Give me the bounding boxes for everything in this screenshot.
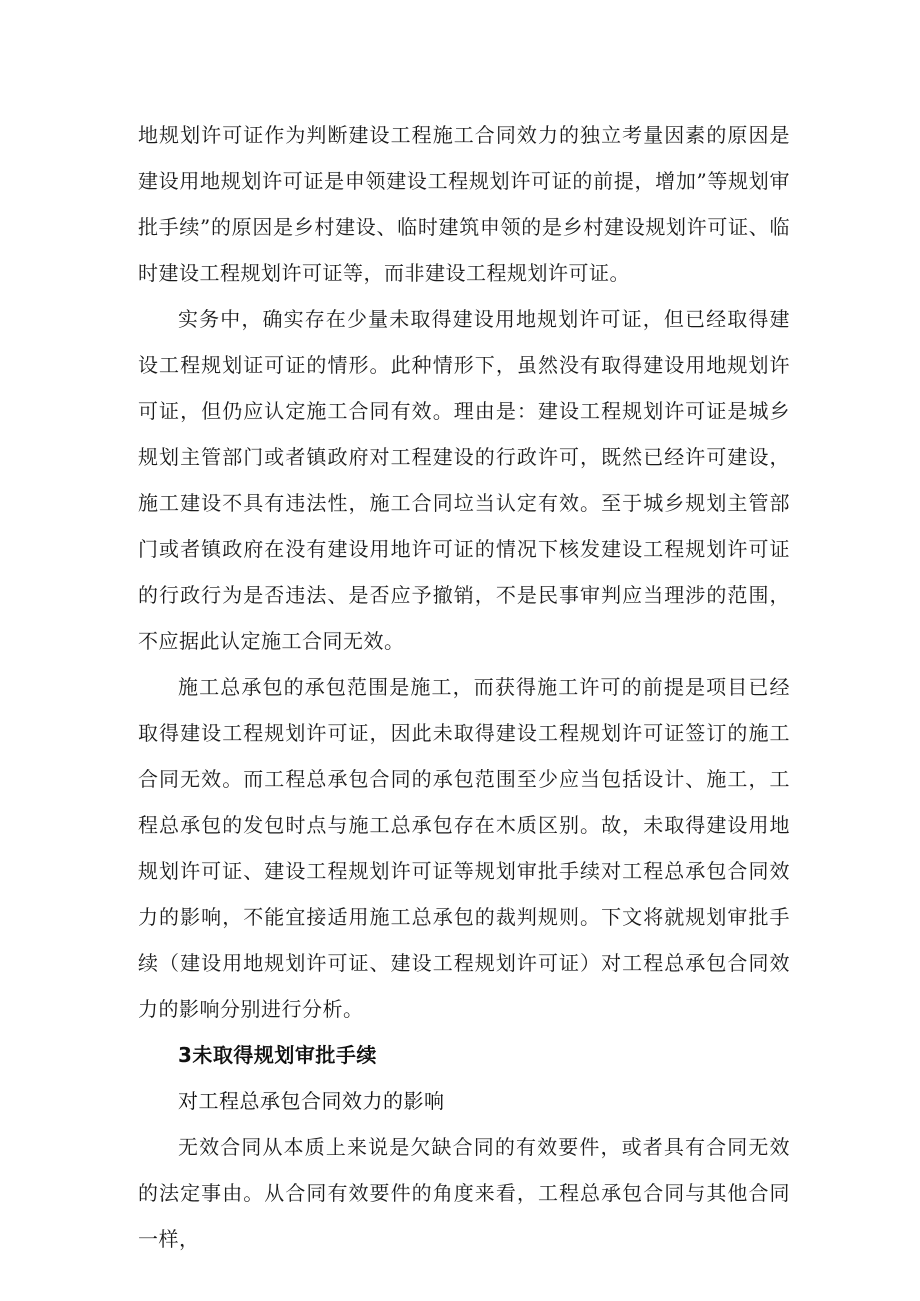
body-paragraph-1: 地规划许可证作为判断建设工程施工合同效力的独立考量因素的原因是建设用地规划许可证是申领建设工程规划许可证的前提，增加”等规划审批手续”的原因是乡村建设、临时建筑申领的是乡村建设规划许可证、临时建设工程规划许可证等，而非建设工程规划许可证。 [138, 123, 790, 285]
body-paragraph-2: 实务中，确实存在少量未取得建设用地规划许可证，但已经取得建设工程规划证可证的情形。此种情形下，虽然没有取得建设用地规划许可证，但仍应认定施工合同有效。理由是：建设工程规划许可证是城乡规划主管部门或者镇政府对工程建设的行政许可，既然已经许可建设，施工建设不具有违法性，施工合同垃当认定有效。至于城乡规划主管部门或者镇政府在没有建设用地许可证的情况下核发建设工程规划许可证的行政行为是否违法、是否应予撤销，不是民事审判应当理涉的范围，不应据此认定施工合同无效。 [138, 307, 790, 653]
body-paragraph-3: 施工总承包的承包范围是施工，而获得施工许可的前提是项目已经取得建设工程规划许可证，因此未取得建设工程规划许可证签订的施工合同无效。而工程总承包合同的承包范围至少应当包括设计、施工，工程总承包的发包时点与施工总承包存在木质区别。故，未取得建设用地规划许可证、建设工程规划许可证等规划审批手续对工程总承包合同效力的影响，不能宜接适用施工总承包的裁判规则。下文将就规划审批手续（建设用地规划许可证、建设工程规划许可证）对工程总承包合同效力的影响分别进行分析。 [138, 675, 790, 1021]
section-subheading: 对工程总承包合同效力的影响 [178, 1089, 445, 1113]
body-paragraph-4: 无效合同从本质上来说是欠缺合同的有效要件，或者具有合同无效的法定事由。从合同有效要件的角度来看，工程总承包合同与其他合同一样， [138, 1135, 790, 1251]
section-heading: 3未取得规划审批手续 [178, 1043, 377, 1067]
document-page [138, 112, 790, 1262]
